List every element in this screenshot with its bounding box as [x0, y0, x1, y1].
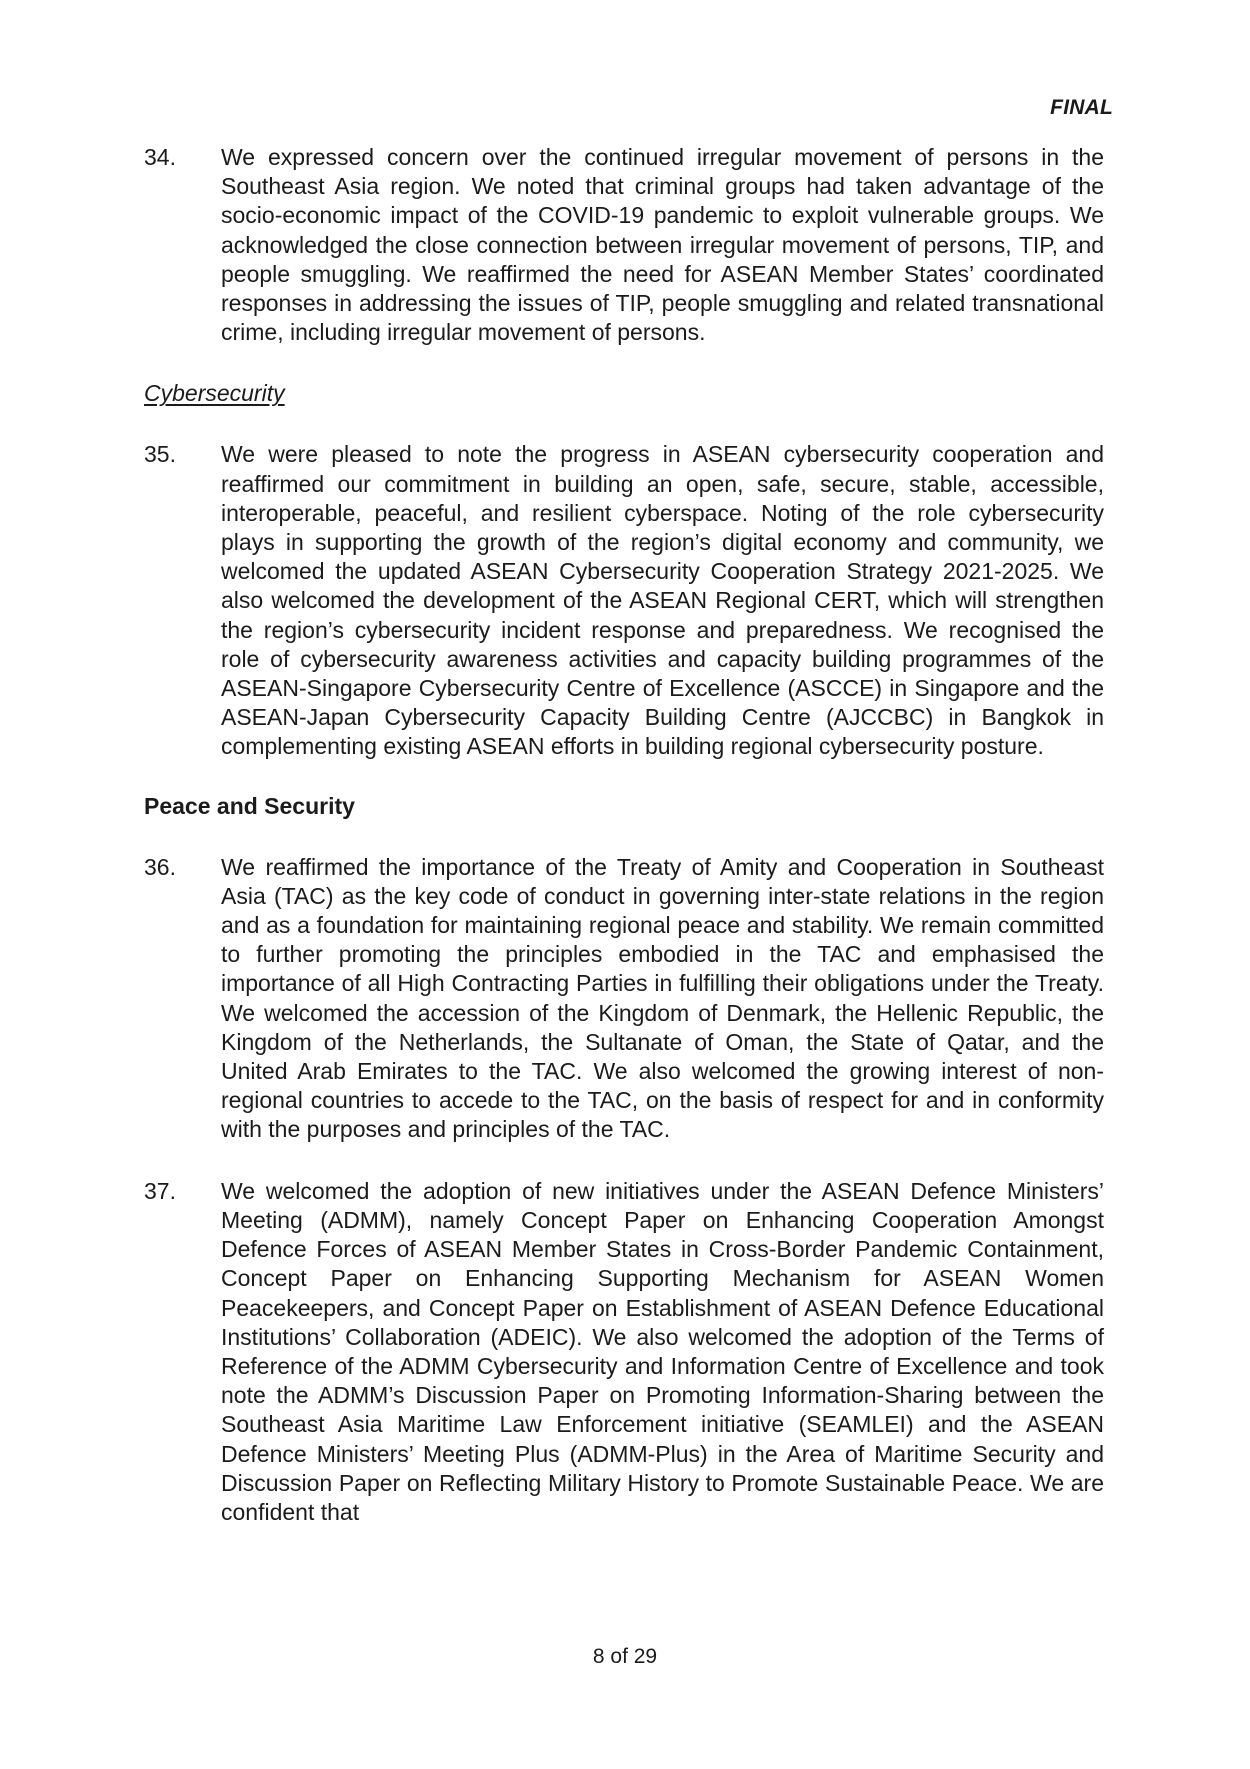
paragraph-number: 34. — [144, 144, 176, 170]
paragraph-number: 37. — [144, 1177, 176, 1204]
document-body — [144, 143, 1104, 1527]
paragraph-text: We welcomed the adoption of new initiatives under the ASEAN Defence Ministers’ Meeting (ADMM), namely Concept Paper on Enhancing Cooperation Amongst Defence Forces of ASEAN Member States in Cross-Border Pandemic Containment, Concept Paper on Enhancing Supporting Mechanism for ASEAN Women Peacekeepers, and Concept Paper on Establishment of ASEAN Defence Educational Institutions’ Collaboration (ADEIC). We also welcomed the adoption of the Terms of Reference of the ADMM Cybersecurity and Information Centre of Excellence and took note the ADMM’s Discussion Paper on Promoting Information-Sharing between the Southeast Asia Maritime Law Enforcement initiative (SEAMLEI) and the ASEAN Defence Ministers’ Meeting Plus (ADMM-Plus) in the Area of Maritime Security and Discussion Paper on Reflecting Military History to Promote Sustainable Peace. We are confident that — [221, 1177, 1104, 1525]
section-heading-peace-security: Peace and Security — [144, 792, 355, 819]
paragraph-text: We were pleased to note the progress in ASEAN cybersecurity cooperation and reaffirmed our commitment in building an open, safe, secure, stable, accessible, interoperable, peaceful, and resilient cyberspace. Noting of the role cybersecurity plays in supporting the growth of the region’s digital economy and community, we welcomed the updated ASEAN Cybersecurity Cooperation Strategy 2021-2025. We also welcomed the development of the ASEAN Regional CERT, which will strengthen the region’s cybersecurity incident response and preparedness. We recognised the role of cybersecurity awareness activities and capacity building programmes of the ASEAN-Singapore Cybersecurity Centre of Excellence (ASCCE) in Singapore and the ASEAN-Japan Cybersecurity Capacity Building Centre (AJCCBC) in Bangkok in complementing existing ASEAN efforts in building regional cybersecurity posture. — [221, 441, 1104, 760]
paragraph-35 — [144, 440, 1104, 761]
section-heading-cybersecurity: Cybersecurity — [144, 380, 285, 407]
paragraph-34 — [144, 143, 1104, 347]
paragraph-36 — [144, 853, 1104, 1145]
paragraph-text: We reaffirmed the importance of the Treaty of Amity and Cooperation in Southeast Asia (TAC) as the key code of conduct in governing inter-state relations in the region and as a foundation for maintaining regional peace and stability. We remain committed to further promoting the principles embodied in the TAC and emphasised the importance of all High Contracting Parties in fulfilling their obligations under the Treaty. We welcomed the accession of the Kingdom of Denmark, the Hellenic Republic, the Kingdom of the Netherlands, the Sultanate of Oman, the State of Qatar, and the United Arab Emirates to the TAC. We also welcomed the growing interest of non-regional countries to accede to the TAC, on the basis of respect for and in conformity with the purposes and principles of the TAC. — [221, 853, 1104, 1143]
paragraph-number: 35. — [144, 441, 176, 468]
final-status-mark: FINAL — [1050, 96, 1113, 119]
paragraph-number: 36. — [144, 853, 176, 880]
paragraph-37 — [144, 1177, 1104, 1527]
paragraph-text: We expressed concern over the continued irregular movement of persons in the Southeast Asia region. We noted that criminal groups had taken advantage of the socio-economic impact of the COVID-19 pandemic to exploit vulnerable groups. We acknowledged the close connection between irregular movement of persons, TIP, and people smuggling. We reaffirmed the need for ASEAN Member States’ coordinated responses in addressing the issues of TIP, people smuggling and related transnational crime, including irregular movement of persons. — [221, 144, 1104, 346]
page-number: 8 of 29 — [592, 1645, 658, 1668]
